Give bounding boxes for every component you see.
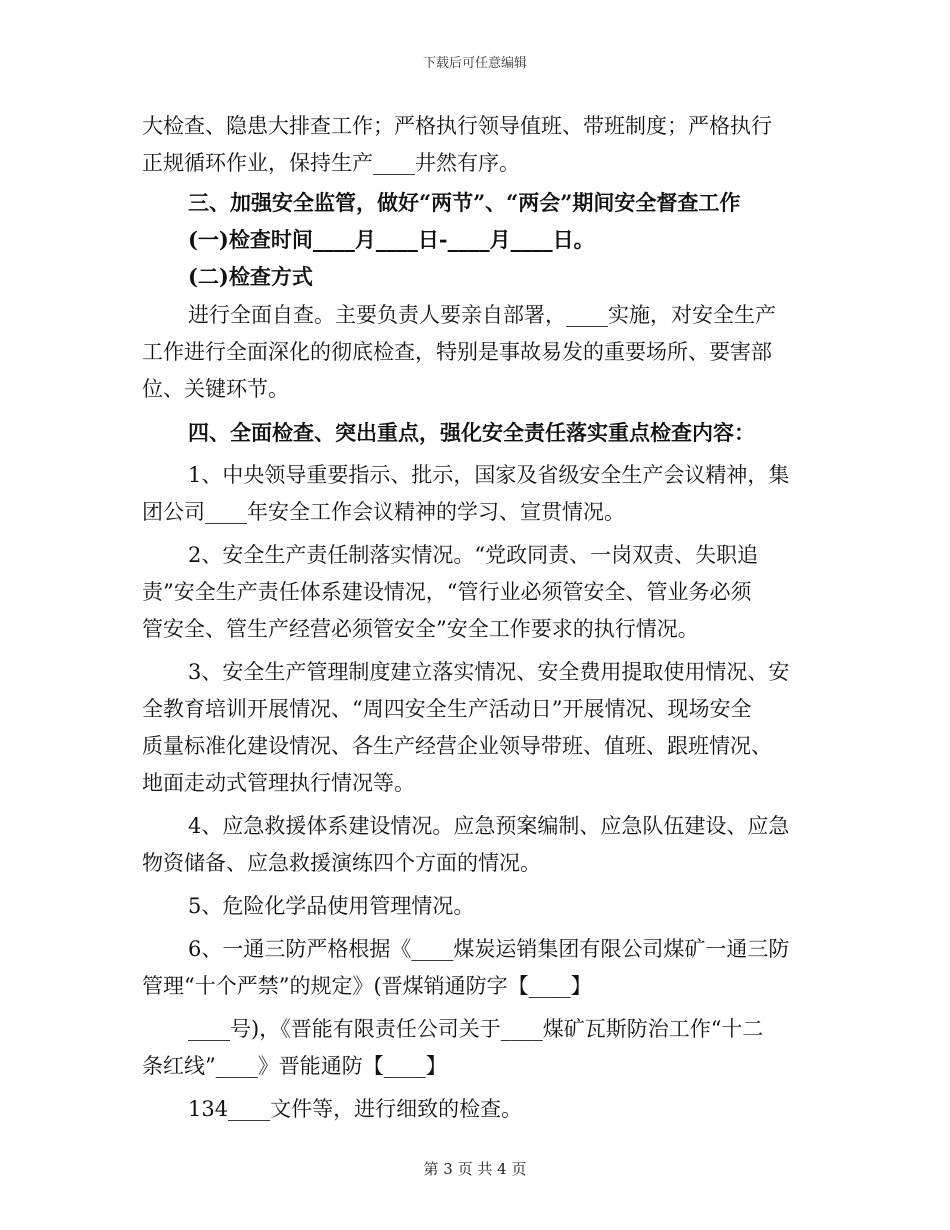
list-item-line: ____号)，《晋能有限责任公司关于____煤矿瓦斯防治工作“十二 (188, 1017, 764, 1041)
list-item-line: 6、一通三防严格根据《____煤炭运销集团有限公司煤矿一通三防 (188, 937, 790, 961)
list-item-line: 地面走动式管理执行情况等。 (142, 771, 415, 795)
page-header-note: 下载后可任意编辑 (422, 56, 527, 71)
list-item-line: 4、应急救援体系建设情况。应急预案编制、应急队伍建设、应急 (188, 814, 790, 838)
list-item-line: 5、危险化学品使用管理情况。 (188, 894, 475, 918)
list-item-line: 1、中央领导重要指示、批示，国家及省级安全生产会议精神，集 (188, 463, 790, 487)
text-line: 正规循环作业，保持生产____井然有序。 (142, 151, 520, 175)
subsection-heading: (二)检查方式 (188, 264, 313, 289)
list-item-line: 3、安全生产管理制度建立落实情况、安全费用提取使用情况、安 (188, 660, 790, 684)
list-item-line: 134____文件等，进行细致的检查。 (188, 1097, 523, 1121)
paragraph-line: 进行全面自查。主要负责人要亲自部署，____实施，对安全生产 (188, 303, 776, 327)
section-heading: 三、加强安全监管，做好“两节”、“两会”期间安全督查工作 (188, 190, 741, 215)
list-item-line: 管安全、管生产经营必须管安全”安全工作要求的执行情况。 (142, 617, 699, 641)
paragraph-line: 位、关键环节。 (142, 377, 289, 401)
list-item-line: 2、安全生产责任制落实情况。“党政同责、一岗双责、失职追 (188, 543, 759, 567)
list-item-line: 管理“十个严禁”的规定》(晋煤销通防字【____】 (142, 974, 592, 998)
list-item-line: 条红线”____》晋能通防【____】 (142, 1054, 447, 1078)
section-heading: 四、全面检查、突出重点，强化安全责任落实重点检查内容： (188, 420, 755, 445)
list-item-line: 物资储备、应急救援演练四个方面的情况。 (142, 851, 541, 875)
text-line: 大检查、隐患大排查工作；严格执行领导值班、带班制度；严格执行 (142, 114, 772, 138)
list-item-line: 质量标准化建设情况、各生产经营企业领导带班、值班、跟班情况、 (142, 734, 772, 758)
paragraph-line: 工作进行全面深化的彻底检查，特别是事故易发的重要场所、要害部 (142, 340, 772, 364)
list-item-line: 责”安全生产责任体系建设情况，“管行业必须管安全、管业务必须 (142, 580, 752, 604)
list-item-line: 团公司____年安全工作会议精神的学习、宣贯情况。 (142, 500, 625, 524)
document-body (142, 108, 812, 1128)
list-item-line: 全教育培训开展情况、“周四安全生产活动日”开展情况、现场安全 (142, 697, 752, 721)
page-footer-page-number: 第 3 页 共 4 页 (423, 1160, 527, 1178)
subsection-heading: (一)检查时间____月____日-____月____日。 (188, 227, 595, 252)
